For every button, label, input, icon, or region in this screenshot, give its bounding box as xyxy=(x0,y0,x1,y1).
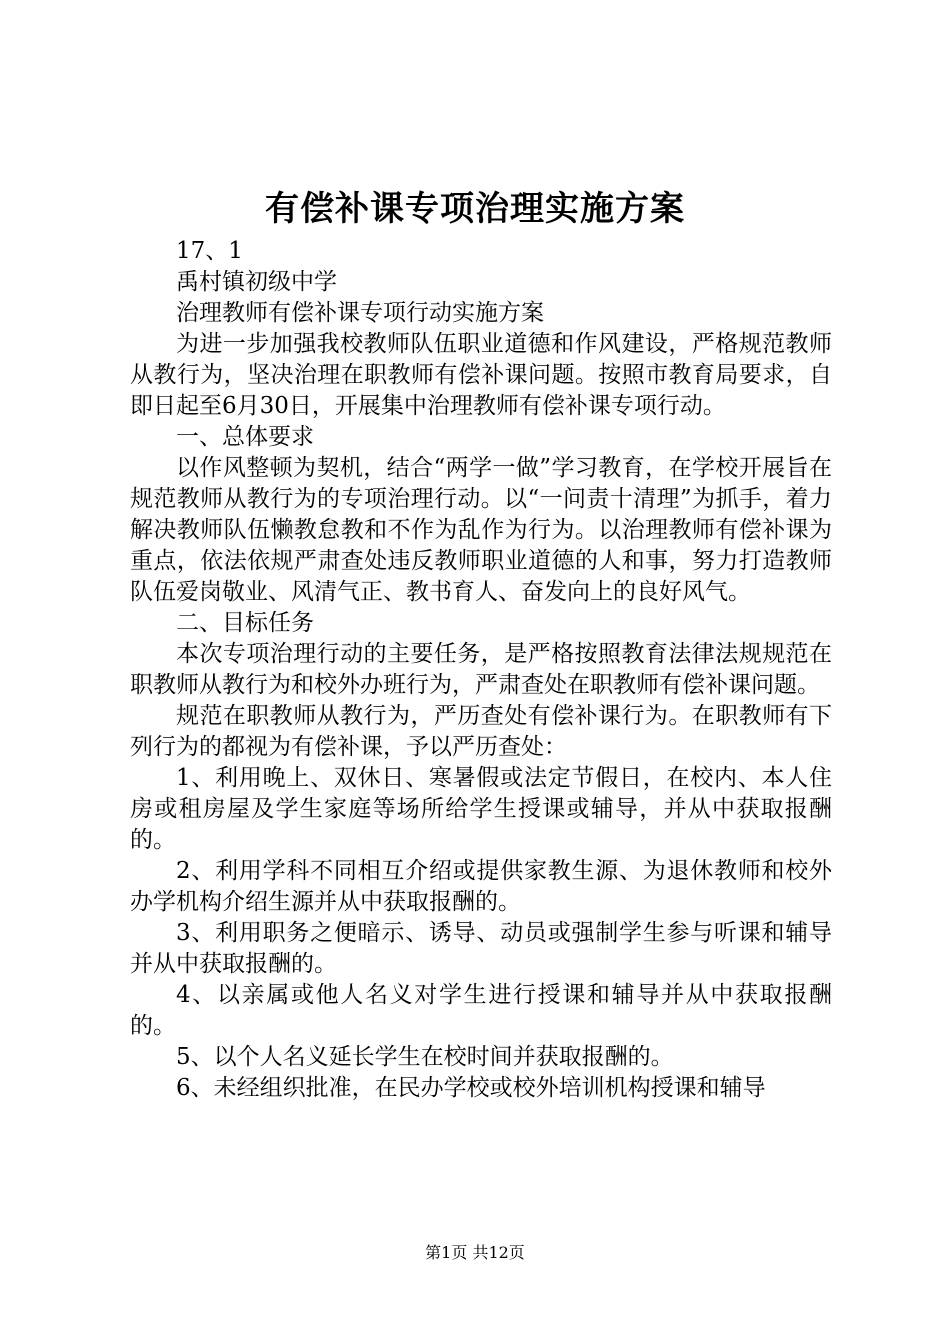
paragraph: 规范在职教师从教行为，严历查处有偿补课行为。在职教师有下列行为的都视为有偿补课，予以严历查处： xyxy=(130,703,832,760)
paragraph: 本次专项治理行动的主要任务，是严格按照教育法律法规规范在职教师从教行为和校外办班行为，严肃查处在职教师有偿补课问题。 xyxy=(130,641,832,698)
list-item: 6、未经组织批准，在民办学校或校外培训机构授课和辅导 xyxy=(176,1075,766,1101)
document-body xyxy=(130,236,832,1104)
paragraph: 治理教师有偿补课专项行动实施方案 xyxy=(176,300,544,326)
document-title: 有偿补课专项治理实施方案 xyxy=(265,189,685,229)
section-heading: 二、目标任务 xyxy=(176,610,314,636)
list-item: 2、利用学科不同相互介绍或提供家教生源、为退休教师和校外办学机构介绍生源并从中获取报酬的。 xyxy=(130,858,832,915)
list-item: 3、利用职务之便暗示、诱导、动员或强制学生参与听课和辅导并从中获取报酬的。 xyxy=(130,920,832,977)
list-item: 5、以个人名义延长学生在校时间并获取报酬的。 xyxy=(176,1044,674,1070)
paragraph: 17、1 xyxy=(176,238,243,264)
list-item: 4、以亲属或他人名义对学生进行授课和辅导并从中获取报酬的。 xyxy=(130,982,832,1039)
paragraph: 以作风整顿为契机，结合“两学一做”学习教育，在学校开展旨在规范教师从教行为的专项治理行动。以“一问责十清理”为抓手，着力解决教师队伍懒教怠教和不作为乱作为行为。以治理教师有偿补课为重点，依法依规严肃查处违反教师职业道德的人和事，努力打造教师队伍爱岗敬业、风清气正、教书育人、奋发向上的良好风气。 xyxy=(130,455,832,605)
paragraph: 禹村镇初级中学 xyxy=(176,269,337,295)
section-heading: 一、总体要求 xyxy=(176,424,314,450)
page-number: 第1页 共12页 xyxy=(425,1243,525,1262)
list-item: 1、利用晚上、双休日、寒暑假或法定节假日，在校内、本人住房或租房屋及学生家庭等场所给学生授课或辅导，并从中获取报酬的。 xyxy=(130,765,832,853)
paragraph: 为进一步加强我校教师队伍职业道德和作风建设，严格规范教师从教行为，坚决治理在职教师有偿补课问题。按照市教育局要求，自即日起至6月30日，开展集中治理教师有偿补课专项行动。 xyxy=(130,331,832,419)
